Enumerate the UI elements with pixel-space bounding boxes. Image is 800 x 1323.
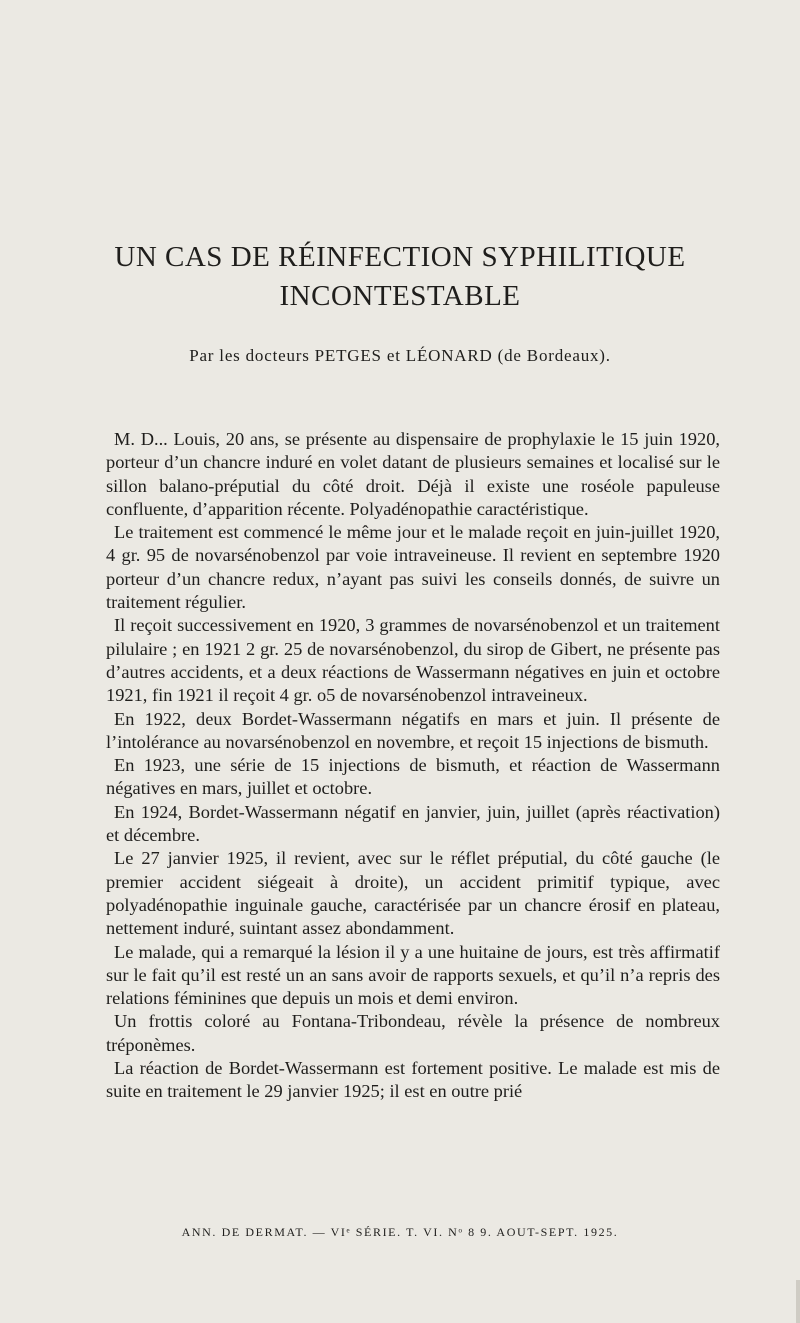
title-line-2: INCONTESTABLE	[279, 280, 521, 312]
article-body	[106, 428, 720, 1104]
paragraph: M. D... Louis, 20 ans, se présente au dispensaire de prophylaxie le 15 juin 1920, porteur d’un chancre induré en volet datant de plusieurs semaines et localisé sur le sillon balano-préputial du côté droit. Déjà il existe une roséole papuleuse confluente, d’apparition récente. Polyadénopathie caractéristique.	[106, 429, 720, 519]
journal-citation-footer: ANN. DE DERMAT. — VIᵉ SÉRIE. T. VI. Nᵒ 8 9. AOUT-SEPT. 1925.	[181, 1225, 619, 1239]
author-byline: Par les docteurs PETGES et LÉONARD (de Bordeaux).	[189, 346, 611, 365]
paragraph: La réaction de Bordet-Wassermann est fortement positive. Le malade est mis de suite en traitement le 29 janvier 1925; il est en outre prié	[106, 1058, 720, 1102]
title-line-1: UN CAS DE RÉINFECTION SYPHILITIQUE	[114, 241, 686, 273]
paragraph: Le malade, qui a remarqué la lésion il y a une huitaine de jours, est très affirmatif sur le fait qu’il est resté un an sans avoir de rapports sexuels, et qu’il n’a repris des relations féminines que depuis un mois et demi environ.	[106, 941, 720, 1009]
paragraph: Le traitement est commencé le même jour et le malade reçoit en juin-juillet 1920, 4 gr. 95 de novarsénobenzol par voie intraveineuse. Il revient en septembre 1920 porteur d’un chancre redux, n’ayant pas suivi les conseils donnés, de suivre un traitement régulier.	[106, 522, 720, 613]
paragraph: En 1922, deux Bordet-Wassermann négatifs en mars et juin. Il présente de l’intolérance au novarsénobenzol en novembre, et reçoit 15 injections de bismuth.	[106, 708, 720, 752]
paragraph: En 1923, une série de 15 injections de bismuth, et réaction de Wassermann négatives en mars, juillet et octobre.	[106, 755, 720, 799]
paragraph: Un frottis coloré au Fontana-Tribondeau, révèle la présence de nombreux tréponèmes.	[106, 1011, 720, 1055]
article-title	[0, 238, 800, 316]
page-edge-shadow	[796, 1280, 800, 1323]
paragraph: Il reçoit successivement en 1920, 3 grammes de novarsénobenzol et un traitement pilulaire ; en 1921 2 gr. 25 de novarsénobenzol, du sirop de Gibert, ne présente pas d’autres accidents, et a deux réactions de Wassermann négatives en juin et octobre 1921, fin 1921 il reçoit 4 gr. o5 de novarsénobenzol intraveineux.	[106, 615, 720, 706]
paragraph: Le 27 janvier 1925, il revient, avec sur le réflet préputial, du côté gauche (le premier accident siégeait à droite), un accident primitif typique, avec polyadénopathie inguinale gauche, caractérisée par un chancre érosif en plateau, nettement induré, suintant assez abondamment.	[106, 848, 720, 939]
paragraph: En 1924, Bordet-Wassermann négatif en janvier, juin, juillet (après réactivation) et décembre.	[106, 801, 720, 846]
